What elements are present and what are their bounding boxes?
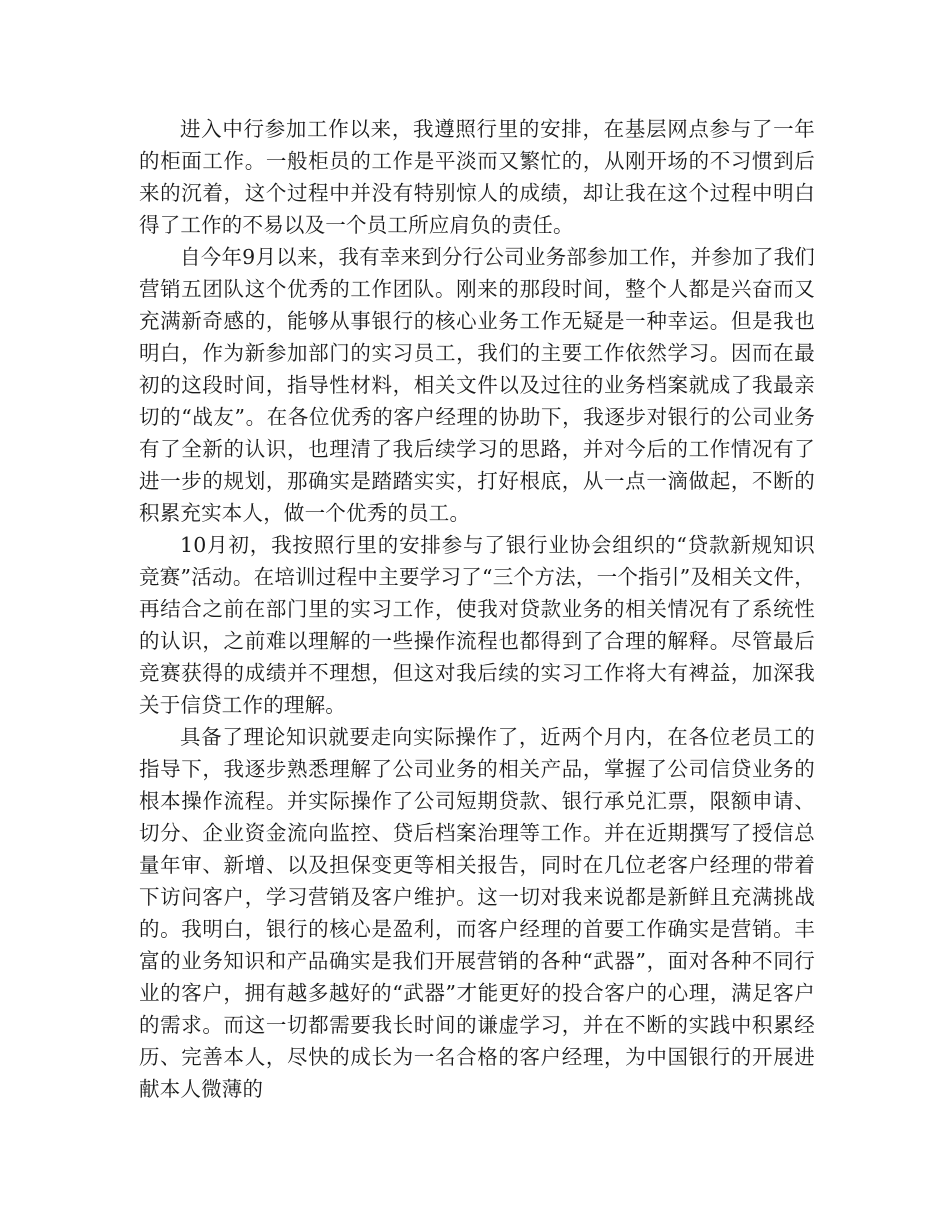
paragraph-2: 自今年9月以来，我有幸来到分行公司业务部参加工作，并参加了我们营销五团队这个优秀的工作团队。刚来的那段时间，整个人都是兴奋而又充满新奇感的，能够从事银行的核心业务工作无疑是一种幸运。但是我也明白，作为新参加部门的实习员工，我们的主要工作依然学习。因而在最初的这段时间，指导性材料，相关文件以及过往的业务档案就成了我最亲切的“战友”。在各位优秀的客户经理的协助下，我逐步对银行的公司业务有了全新的认识，也理清了我后续学习的思路，并对今后的工作情况有了进一步的规划，那确实是踏踏实实，打好根底，从一点一滴做起，不断的积累充实本人，做一个优秀的员工。 xyxy=(139,245,815,525)
paragraph-4: 具备了理论知识就要走向实际操作了，近两个月内，在各位老员工的指导下，我逐步熟悉理解了公司业务的相关产品，掌握了公司信贷业务的根本操作流程。并实际操作了公司短期贷款、银行承兑汇票，限额申请、切分、企业资金流向监控、贷后档案治理等工作。并在近期撰写了授信总量年审、新增、以及担保变更等相关报告，同时在几位老客户经理的带着下访问客户，学习营销及客户维护。这一切对我来说都是新鲜且充满挑战的。我明白，银行的核心是盈利，而客户经理的首要工作确实是营销。丰富的业务知识和产品确实是我们开展营销的各种“武器”，面对各种不同行业的客户，拥有越多越好的“武器”才能更好的投合客户的心理，满足客户的需求。而这一切都需要我长时间的谦虚学习，并在不断的实践中积累经历、完善本人，尽快的成长为一名合格的客户经理，为中国银行的开展进献本人微薄的 xyxy=(139,725,815,1101)
document-body xyxy=(139,113,815,1105)
paragraph-3: 10月初，我按照行里的安排参与了银行业协会组织的“贷款新规知识竞赛”活动。在培训过程中主要学习了“三个方法，一个指引”及相关文件，再结合之前在部门里的实习工作，使我对贷款业务的相关情况有了系统性的认识，之前难以理解的一些操作流程也都得到了合理的解释。尽管最后竞赛获得的成绩并不理想，但这对我后续的实习工作将大有裨益，加深我关于信贷工作的理解。 xyxy=(139,533,815,717)
paragraph-1: 进入中行参加工作以来，我遵照行里的安排，在基层网点参与了一年的柜面工作。一般柜员的工作是平淡而又繁忙的，从刚开场的不习惯到后来的沉着，这个过程中并没有特别惊人的成绩，却让我在这个过程中明白得了工作的不易以及一个员工所应肩负的责任。 xyxy=(139,117,815,237)
